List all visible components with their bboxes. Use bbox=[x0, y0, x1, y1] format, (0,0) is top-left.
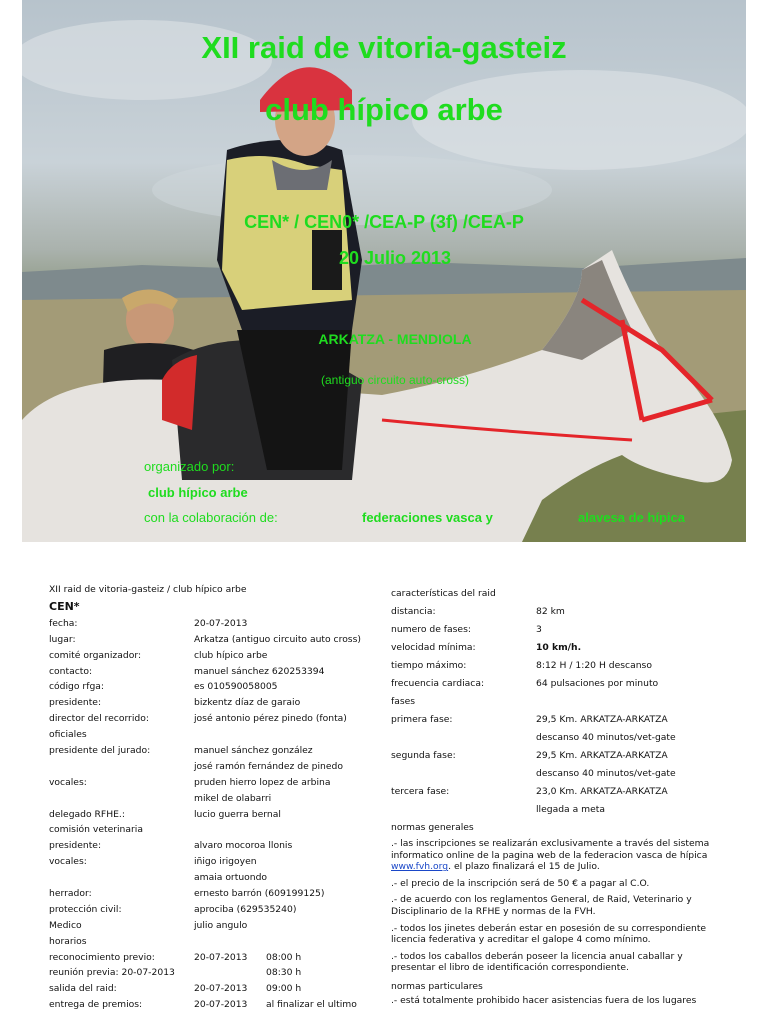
row-value: josé ramón fernández de pinedo bbox=[194, 760, 343, 772]
norm-price: .- el precio de la inscripción será de 50 € a pagar al C.O. bbox=[391, 877, 650, 889]
row-label: presidente del jurado: bbox=[49, 745, 151, 757]
official-row bbox=[49, 727, 379, 743]
row-label: vocales: bbox=[49, 856, 87, 868]
event-poster bbox=[22, 0, 746, 542]
row-value: manuel sánchez gonzález bbox=[194, 745, 313, 757]
norm-horses-license: .- todos los caballos deberán poseer la licencia anual caballar y presentar el libro de identificación correspondiente. bbox=[391, 950, 683, 974]
raid-feature-row bbox=[391, 658, 731, 676]
feature-value: 82 km bbox=[536, 606, 565, 617]
official-row bbox=[49, 695, 379, 711]
feature-label: tiempo máximo: bbox=[391, 660, 467, 671]
row-label: código rfga: bbox=[49, 681, 104, 693]
row-label: reunión previa: 20-07-2013 bbox=[49, 967, 175, 979]
feature-value: 3 bbox=[536, 624, 542, 635]
row-time: 08:00 h bbox=[266, 951, 302, 963]
row-value: amaia ortuondo bbox=[194, 872, 268, 884]
rider-horse-photo bbox=[22, 0, 746, 542]
row-label: contacto: bbox=[49, 665, 93, 677]
poster-title: XII raid de vitoria-gasteiz bbox=[201, 30, 567, 65]
row-value: 20-07-2013 bbox=[194, 617, 248, 629]
row-label: lugar: bbox=[49, 633, 76, 645]
row-label: protección civil: bbox=[49, 903, 122, 915]
poster-categories: CEN* / CEN0* /CEA-P (3f) /CEA-P bbox=[244, 212, 524, 232]
poster-location-note: (antiguo circuito auto-cross) bbox=[320, 373, 470, 387]
general-norms-title-row bbox=[391, 820, 731, 838]
raid-feature-row bbox=[391, 694, 731, 712]
feature-label: numero de fases: bbox=[391, 624, 471, 635]
row-label: Medico bbox=[49, 919, 82, 931]
row-label: entrega de premios: bbox=[49, 999, 143, 1011]
official-row bbox=[49, 886, 379, 902]
poster-location: ARKATZA - MENDIOLA bbox=[318, 331, 472, 347]
official-row bbox=[49, 648, 379, 664]
row-label: presidente: bbox=[49, 697, 102, 709]
right-column bbox=[391, 586, 731, 1012]
row-time: al finalizar el ultimo bbox=[266, 999, 357, 1011]
feature-label: distancia: bbox=[391, 606, 436, 617]
official-row bbox=[49, 616, 379, 632]
row-time: 09:00 h bbox=[266, 983, 302, 995]
official-row bbox=[49, 791, 379, 807]
row-label: reconocimiento previo: bbox=[49, 951, 155, 963]
norm-registration-deadline: . el plazo finalizará el 15 de Julio. bbox=[448, 861, 600, 873]
feature-label: primera fase: bbox=[391, 714, 453, 725]
official-row bbox=[49, 743, 379, 759]
row-label: comité organizador: bbox=[49, 649, 142, 661]
raid-features-list bbox=[391, 604, 731, 820]
official-row bbox=[49, 775, 379, 791]
norm-registration-text: .- las inscripciones se realizarán exclusivamente a través del sistema informatico online de la pagina web de la federacion vasca de hípica bbox=[391, 838, 710, 861]
poster-federation-alava: alavesa de hípica bbox=[578, 510, 685, 525]
official-row bbox=[49, 997, 379, 1013]
official-row bbox=[49, 838, 379, 854]
left-column bbox=[49, 582, 379, 1013]
row-value: Arkatza (antiguo circuito auto cross) bbox=[194, 633, 361, 645]
row-label: comisión veterinaria bbox=[49, 824, 143, 836]
category-heading: CEN* bbox=[49, 599, 80, 613]
row-value: mikel de olabarri bbox=[194, 792, 272, 804]
row-value: manuel sánchez 620253394 bbox=[194, 665, 325, 677]
official-row bbox=[49, 870, 379, 886]
raid-feature-row bbox=[391, 748, 731, 766]
feature-value: 64 pulsaciones por minuto bbox=[536, 678, 659, 689]
feature-value: llegada a meta bbox=[536, 804, 605, 815]
doc-header-row bbox=[49, 582, 379, 598]
particular-norms-title: normas particulares bbox=[391, 980, 483, 992]
official-row bbox=[49, 950, 379, 966]
category-heading-row bbox=[49, 598, 379, 616]
raid-feature-row bbox=[391, 802, 731, 820]
row-label: oficiales bbox=[49, 729, 87, 741]
doc-header: XII raid de vitoria-gasteiz / club hípico arbe bbox=[49, 584, 247, 595]
row-label: salida del raid: bbox=[49, 983, 117, 995]
row-label: vocales: bbox=[49, 776, 87, 788]
raid-feature-row bbox=[391, 604, 731, 622]
official-row bbox=[49, 854, 379, 870]
row-value: josé antonio pérez pinedo (fonta) bbox=[194, 713, 347, 725]
event-details-document bbox=[0, 542, 768, 1024]
feature-label: segunda fase: bbox=[391, 750, 456, 761]
poster-federations: federaciones vasca y bbox=[362, 510, 493, 525]
norm-assistance: .- está totalmente prohibido hacer asistencias fuera de los lugares bbox=[391, 994, 697, 1006]
official-row bbox=[49, 902, 379, 918]
row-value: bizkentz díaz de garaio bbox=[194, 697, 301, 709]
official-row bbox=[49, 759, 379, 775]
row-label: delegado RFHE.: bbox=[49, 808, 125, 820]
poster-organized-by: organizado por: bbox=[144, 459, 235, 474]
official-row bbox=[49, 934, 379, 950]
official-row bbox=[49, 664, 379, 680]
row-value: 20-07-2013 bbox=[194, 983, 248, 995]
raid-feature-row bbox=[391, 712, 731, 730]
poster-subtitle: club hípico arbe bbox=[265, 92, 503, 127]
row-value: julio angulo bbox=[194, 919, 248, 931]
raid-feature-row bbox=[391, 640, 731, 658]
row-value: 20-07-2013 bbox=[194, 951, 248, 963]
raid-features-title: características del raid bbox=[391, 588, 496, 599]
feature-value: 10 km/h. bbox=[536, 642, 582, 653]
row-value: es 010590058005 bbox=[194, 681, 278, 693]
row-value: ernesto barrón (609199125) bbox=[194, 888, 325, 900]
row-value: iñigo irigoyen bbox=[194, 856, 257, 868]
feature-label: tercera fase: bbox=[391, 786, 450, 797]
general-norms-title: normas generales bbox=[391, 822, 474, 833]
official-row bbox=[49, 981, 379, 997]
fvh-website-link[interactable]: www.fvh.org bbox=[391, 861, 449, 873]
official-row bbox=[49, 679, 379, 695]
row-value: pruden hierro lopez de arbina bbox=[194, 776, 331, 788]
official-row bbox=[49, 918, 379, 934]
row-label: director del recorrido: bbox=[49, 713, 149, 725]
row-label: presidente: bbox=[49, 840, 102, 852]
raid-feature-row bbox=[391, 676, 731, 694]
feature-value: descanso 40 minutos/vet-gate bbox=[536, 768, 676, 779]
raid-feature-row bbox=[391, 622, 731, 640]
official-row bbox=[49, 965, 379, 981]
feature-label: fases bbox=[391, 696, 416, 707]
officials-list bbox=[49, 616, 379, 1013]
row-label: horarios bbox=[49, 935, 87, 947]
row-label: fecha: bbox=[49, 617, 78, 629]
feature-value: 29,5 Km. ARKATZA-ARKATZA bbox=[536, 750, 668, 761]
row-value: 20-07-2013 bbox=[194, 999, 248, 1011]
poster-organizer: club hípico arbe bbox=[148, 485, 248, 500]
raid-features-title-row bbox=[391, 586, 731, 604]
feature-value: 23,0 Km. ARKATZA-ARKATZA bbox=[536, 786, 668, 797]
row-label: herrador: bbox=[49, 888, 92, 900]
raid-feature-row bbox=[391, 766, 731, 784]
feature-label: velocidad mínima: bbox=[391, 642, 476, 653]
poster-collaboration: con la colaboración de: bbox=[144, 510, 278, 525]
official-row bbox=[49, 632, 379, 648]
feature-value: 8:12 H / 1:20 H descanso bbox=[536, 660, 652, 671]
norm-regulations: .- de acuerdo con los reglamentos General, de Raid, Veterinario y Disciplinario de la RFHE y normas de la FVH. bbox=[391, 894, 692, 917]
poster-date: 20 Julio 2013 bbox=[338, 248, 452, 268]
row-value: aprociba (629535240) bbox=[194, 903, 297, 915]
official-row bbox=[49, 711, 379, 727]
raid-feature-row bbox=[391, 730, 731, 748]
raid-feature-row bbox=[391, 784, 731, 802]
official-row bbox=[49, 822, 379, 838]
row-value: club hípico arbe bbox=[194, 649, 268, 661]
official-row bbox=[49, 807, 379, 823]
feature-value: 29,5 Km. ARKATZA-ARKATZA bbox=[536, 714, 668, 725]
particular-norms-title-row bbox=[391, 979, 731, 995]
feature-value: descanso 40 minutos/vet-gate bbox=[536, 732, 676, 743]
feature-label: frecuencia cardiaca: bbox=[391, 678, 485, 689]
norm-riders-license: .- todos los jinetes deberán estar en posesión de su correspondiente licencia federativa y acreditar el galope 4 como mínimo. bbox=[391, 922, 707, 946]
row-time: 08:30 h bbox=[266, 967, 302, 979]
row-value: lucio guerra bernal bbox=[194, 808, 281, 820]
row-value: alvaro mocoroa llonis bbox=[194, 840, 293, 852]
norm-registration bbox=[391, 838, 721, 873]
